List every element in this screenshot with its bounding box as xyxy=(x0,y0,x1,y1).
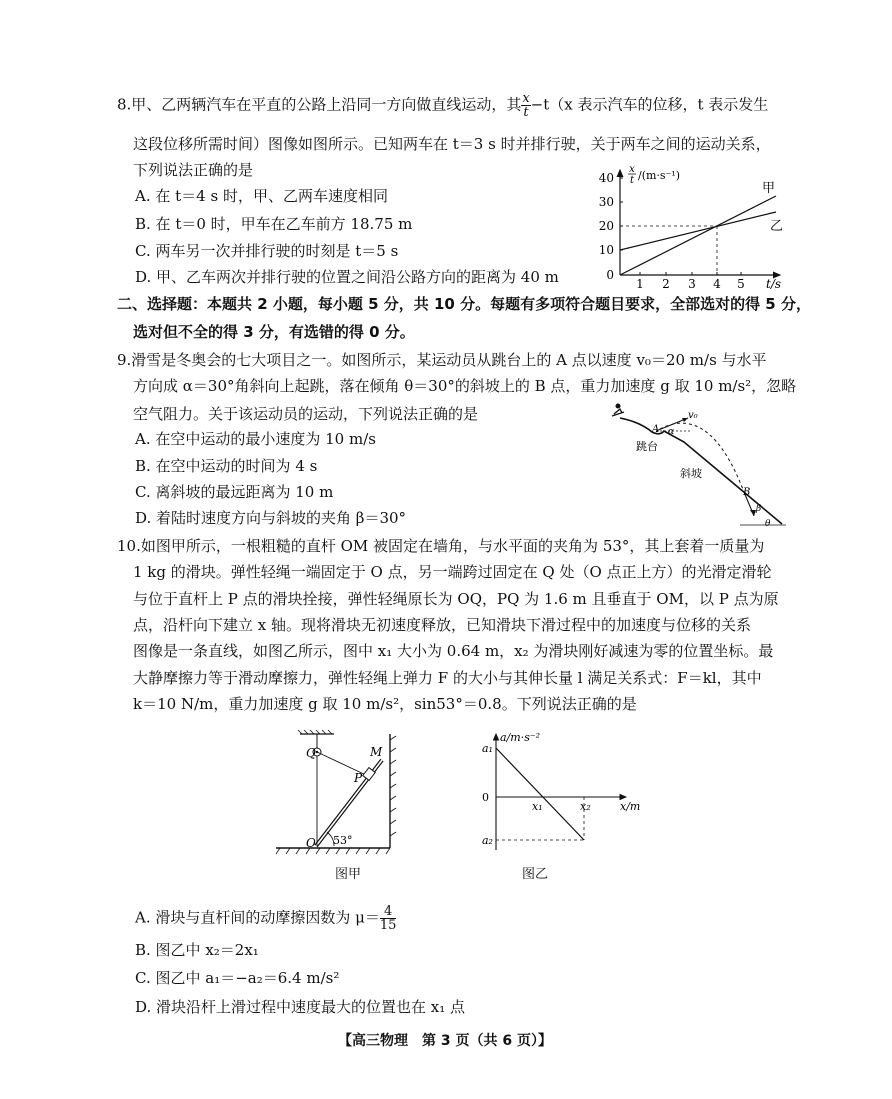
q10-label-a1: a₁ xyxy=(482,742,493,755)
q10-label-p: P xyxy=(354,771,363,785)
q8-line1-a: 8.甲、乙两辆汽车在平直的公路上沿同一方向做直线运动，其 xyxy=(117,95,522,114)
q9-label-beta: β xyxy=(756,504,762,514)
q9-option-c: C. 离斜坡的最远距离为 10 m xyxy=(135,483,334,501)
svg-text:x: x xyxy=(629,164,635,175)
q8-ytick-40: 40 xyxy=(598,171,614,185)
q8-graph xyxy=(590,160,790,295)
q10-label-m: M xyxy=(370,745,383,759)
q8-series-yi-label: 乙 xyxy=(770,219,784,234)
q9-label-b: B xyxy=(743,487,751,498)
q8-series-jia-label: 甲 xyxy=(762,181,776,196)
q8-ytick-10: 10 xyxy=(598,243,614,257)
q10-label-q: Q xyxy=(306,746,316,760)
q9-line1: 9.滑雪是冬奥会的七大项目之一。如图所示，某运动员从跳台上的 A 点以速度 v₀＝20 m/s 与水平 xyxy=(117,351,767,369)
q10-label-angle: 53° xyxy=(333,834,353,847)
q9-option-a: A. 在空中运动的最小速度为 10 m/s xyxy=(135,430,376,448)
q8-xtick-4: 4 xyxy=(713,277,721,291)
q8-series-yi-line xyxy=(620,212,776,250)
q10-figure-jia xyxy=(272,730,412,858)
q9-label-theta: θ xyxy=(765,519,771,529)
q8-line1 xyxy=(117,92,768,119)
q10-label-x1: x₁ xyxy=(532,800,543,813)
q10-figure-yi xyxy=(476,730,651,855)
q10-caption-jia: 图甲 xyxy=(335,867,362,882)
q10-line6: 大静摩擦力等于滑动摩擦力，弹性轻绳上弹力 F 的大小与其伸长量 l 满足关系式：F＝kl，其中 xyxy=(133,669,762,687)
q10-line1: 10.如图甲所示，一根粗糙的直杆 OM 被固定在墙角，与水平面的夹角为 53°，其上套着一质量为 xyxy=(117,537,765,555)
q8-xtick-3: 3 xyxy=(688,277,696,291)
q8-series-jia-line xyxy=(620,196,776,275)
skier-icon xyxy=(612,404,624,417)
q9-label-alpha: α xyxy=(668,427,675,437)
q8-option-c: C. 两车另一次并排行驶的时刻是 t＝5 s xyxy=(135,242,399,260)
q8-option-b: B. 在 t＝0 时，甲车在乙车前方 18.75 m xyxy=(135,215,413,233)
q10-option-b: B. 图乙中 x₂＝2x₁ xyxy=(135,941,259,959)
q10-caption-yi: 图乙 xyxy=(522,867,549,882)
svg-text:t: t xyxy=(629,175,635,186)
q10-accel-line xyxy=(496,748,584,840)
q9-option-d: D. 着陆时速度方向与斜坡的夹角 β＝30° xyxy=(135,509,407,527)
q8-xtick-1: 1 xyxy=(636,277,644,291)
page-footer: 【高三物理 第 3 页（共 6 页）】 xyxy=(338,1033,552,1049)
q8-fraction: $\frac{x}{t}$ xyxy=(522,91,530,120)
q8-line3: 下列说法正确的是 xyxy=(133,161,254,179)
q8-ytick-0: 0 xyxy=(606,268,614,282)
q8-line2: 这段位移所需时间）图像如图所示。已知两车在 t＝3 s 时并排行驶，关于两车之间的运动关系， xyxy=(133,135,771,153)
q10-label-a2: a₂ xyxy=(482,834,493,847)
q10-yi-ylabel: a/m·s⁻² xyxy=(500,731,541,744)
q9-label-platform: 跳台 xyxy=(636,440,658,453)
q8-line1-b: −t（x 表示汽车的位移，t 表示发生 xyxy=(530,95,769,114)
q10-option-a: A. 滑块与直杆间的动摩擦因数为 μ＝ $\frac{4}{15}$ xyxy=(135,904,397,933)
q9-line3: 空气阻力。关于该运动员的运动，下列说法正确的是 xyxy=(133,405,479,423)
q9-label-slope: 斜坡 xyxy=(680,467,702,480)
q8-option-a: A. 在 t＝4 s 时，甲、乙两车速度相同 xyxy=(135,187,388,205)
q10-yi-xlabel: x/m xyxy=(620,800,641,813)
q10-line7: k＝10 N/m，重力加速度 g 取 10 m/s²，sin53°＝0.8。下列说法正确的是 xyxy=(133,695,637,713)
q10-option-d: D. 滑块沿杆上滑过程中速度最大的位置也在 x₁ 点 xyxy=(135,998,466,1016)
q10-line5: 图像是一条直线，如图乙所示，图中 x₁ 大小为 0.64 m，x₂ 为滑块刚好减速为零的位置坐标。最 xyxy=(133,642,774,660)
q9-label-v0: v₀ xyxy=(688,410,698,421)
q8-xtick-5: 5 xyxy=(737,277,745,291)
q8-ytick-20: 20 xyxy=(598,219,614,233)
q10-option-a-fraction: $\frac{4}{15}$ xyxy=(379,904,397,933)
q10-label-x2: x₂ xyxy=(580,800,591,813)
q8-xtick-2: 2 xyxy=(662,277,670,291)
q8-option-d: D. 甲、乙车两次并排行驶的位置之间沿公路方向的距离为 40 m xyxy=(135,268,559,286)
q9-line2: 方向成 α＝30°角斜向上起跳，落在倾角 θ＝30°的斜坡上的 B 点，重力加速度 g 取 10 m/s²，忽略 xyxy=(133,377,797,395)
q9-option-b: B. 在空中运动的时间为 4 s xyxy=(135,457,318,475)
q8-xlabel: t/s xyxy=(766,277,782,291)
q10-option-c: C. 图乙中 a₁＝−a₂＝6.4 m/s² xyxy=(135,969,340,987)
q9-figure xyxy=(600,398,790,530)
q10-line3: 与位于直杆上 P 点的滑块拴接，弹性轻绳原长为 OQ，PQ 为 1.6 m 且垂直于 OM，以 P 点为原 xyxy=(133,590,779,608)
svg-text:/(m·s⁻¹): /(m·s⁻¹) xyxy=(638,169,681,182)
q10-label-o: O xyxy=(306,836,316,850)
q8-ytick-30: 30 xyxy=(598,195,614,209)
section2-line1: 二、选择题：本题共 2 小题，每小题 5 分，共 10 分。每题有多项符合题目要求，全部选对的得 5 分， xyxy=(117,295,811,313)
section2-line2: 选对但不全的得 3 分，有选错的得 0 分。 xyxy=(133,323,415,341)
q10-label-zero: 0 xyxy=(482,791,489,804)
q10-line4: 点，沿杆向下建立 x 轴。现将滑块无初速度释放，已知滑块下滑过程中的加速度与位移的关系 xyxy=(133,616,751,634)
q9-label-a: A xyxy=(652,424,660,435)
q8-graph-ylabel xyxy=(628,164,680,186)
q10-line2: 1 kg 的滑块。弹性轻绳一端固定于 O 点，另一端跨过固定在 Q 处（O 点正上方）的光滑定滑轮 xyxy=(133,563,772,581)
